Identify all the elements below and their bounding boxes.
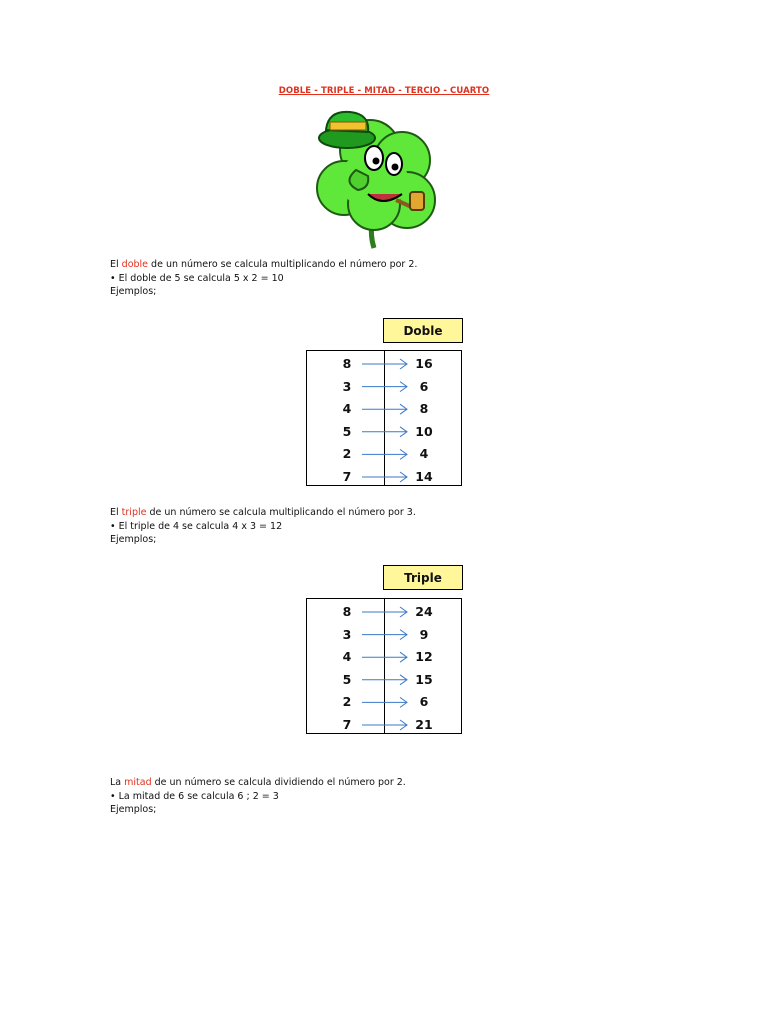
triple-example-line: • El triple de 4 se calcula 4 x 3 = 12 [110,520,283,532]
arrow-layer [307,351,463,487]
triple-label-box: Triple [383,565,463,590]
doble-explanation [110,258,417,299]
input-value: 5 [342,423,352,439]
arrow-icon [362,697,407,707]
triple-examples-heading: Ejemplos; [110,534,157,545]
mitad-definition: La mitad de un número se calcula dividiendo el número por 2. [110,777,406,788]
arrow-icon [362,720,407,730]
input-value: 8 [342,356,352,371]
input-value: 5 [342,671,352,687]
input-value: 7 [342,717,352,732]
output-value: 10 [415,423,433,439]
output-value: 16 [415,356,433,371]
output-value: 4 [419,446,429,462]
mitad-example-line: • La mitad de 6 se calcula 6 ; 2 = 3 [110,790,279,802]
arrow-icon [362,427,407,437]
input-value: 2 [342,446,352,462]
output-value: 21 [415,717,433,732]
arrow-icon [362,404,407,414]
arrow-icon [362,652,407,662]
output-value: 9 [419,626,429,642]
input-value: 8 [342,604,352,619]
arrow-icon [362,607,407,617]
output-value: 14 [415,469,433,484]
doble-label-box: Doble [383,318,463,343]
input-value: 7 [342,469,352,484]
arrow-icon [362,449,407,459]
output-value: 15 [415,671,433,687]
input-value: 3 [342,378,352,394]
doble-definition: El doble de un número se calcula multiplicando el número por 2. [110,259,418,270]
page-title: DOBLE - TRIPLE - MITAD - TERCIO - CUARTO [278,86,490,96]
arrow-icon [362,382,407,392]
triple-explanation [110,506,416,547]
mitad-explanation [110,776,406,817]
doble-table [306,350,462,486]
output-value: 6 [419,378,429,394]
triple-definition: El triple de un número se calcula multiplicando el número por 3. [110,507,416,518]
output-value: 24 [415,604,433,619]
output-value: 6 [419,694,429,710]
input-value: 2 [342,694,352,710]
input-value: 4 [342,401,352,417]
shamrock-mascot-illustration [312,108,442,250]
input-value: 4 [342,649,352,665]
arrow-icon [362,630,407,640]
doble-examples-heading: Ejemplos; [110,286,157,297]
input-value: 3 [342,626,352,642]
output-value: 8 [419,401,429,417]
arrow-icon [362,359,407,369]
arrow-icon [362,675,407,685]
output-value: 12 [415,649,433,665]
triple-table [306,598,462,734]
doble-example-line: • El doble de 5 se calcula 5 x 2 = 10 [110,272,284,284]
arrow-icon [362,472,407,482]
mitad-examples-heading: Ejemplos; [110,804,157,815]
arrow-layer [307,599,463,735]
